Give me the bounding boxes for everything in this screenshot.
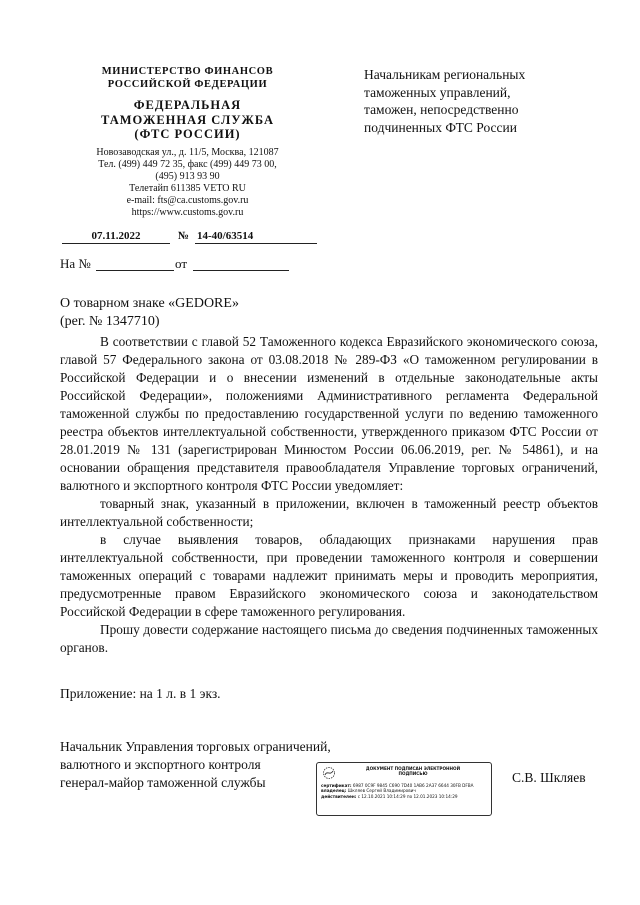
reference-date-blank [193,270,289,271]
signature-emblem-icon [321,766,337,780]
phone-line: (495) 913 93 90 [155,171,220,182]
ministry-name [60,66,315,91]
ministry-line: МИНИСТЕРСТВО ФИНАНСОВ [101,66,274,77]
signer-name: С.В. Шкляев [512,770,586,785]
service-name [60,98,315,142]
reference-number-blank [96,270,174,271]
stamp-valid-label: действителен: [321,793,357,799]
subject-line: О товарном знаке «GEDORE» [60,296,239,311]
addressee-line: подчиненных ФТС России [364,119,517,135]
stamp-cert-label: сертификат: [321,783,352,788]
e-signature-stamp [316,762,492,816]
reference-date-label: от [175,256,188,271]
service-line: ТАМОЖЕННАЯ СЛУЖБА [101,112,274,127]
addressee-line: таможен, непосредственно [364,102,519,117]
stamp-title-line: ПОДПИСЬЮ [398,771,428,777]
reference-number-label: На № [60,256,91,271]
document-number: 14-40/63514 [195,230,317,244]
stamp-valid-value: с 12.10.2021 10:14:29 по 12.01.2023 10:14:29 [357,793,458,799]
stamp-title-line: ДОКУМЕНТ ПОДПИСАН ЭЛЕКТРОННОЙ [365,766,461,771]
number-label: № [178,230,190,242]
addressee-line: таможенных управлений, [364,84,511,100]
subject [60,295,239,331]
body-paragraph: Прошу довести содержание настоящего письма до сведения подчиненных таможенных органов. [60,622,598,655]
body-paragraph: в случае выявления товаров, обладающих признаками нарушения прав интеллектуальной собственности, при проведении таможенного контроля и совершении таможенных операций с товарами надлежит принимать меры и проводить мероприятия, предусмотренные правом Евразийского экономического союза и законодательством Российской Федерации в сфере таможенного регулирования. [60,532,598,619]
website-line: https://www.customs.gov.ru [131,207,244,218]
signer-position-line: валютного и экспортного контроля [60,757,261,772]
service-line: (ФТС РОССИИ) [134,127,241,141]
address-line: Новозаводская ул., д. 11/5, Москва, 121087 [96,147,279,158]
addressee-line: Начальникам региональных [364,67,526,82]
signer-position-line: Начальник Управления торговых ограничений, [60,739,331,754]
stamp-details [321,783,487,799]
email-line: e-mail: fts@ca.customs.gov.ru [126,195,249,206]
stamp-cert-value: 6987 0C9F 9845 C690 7D40 1AB6 2A37 6644 30FB DFBA [352,783,474,788]
stamp-title [341,766,485,777]
stamp-owner-value: Шкляев Сергей Владимирович [347,788,416,794]
document-date: 07.11.2022 [62,230,170,244]
ministry-line: РОССИЙСКОЙ ФЕДЕРАЦИИ [107,78,268,90]
stamp-owner-label: владелец: [321,788,347,794]
signer-position-line: генерал-майор таможенной службы [60,775,266,790]
phone-line: Тел. (499) 449 72 35, факс (499) 449 73 00, [98,159,277,170]
teletype-line: Телетайп 611385 VETO RU [129,183,246,194]
body-paragraph: товарный знак, указанный в приложении, включен в таможенный реестр объектов интеллектуальной собственности; [60,496,598,529]
letter-body [60,333,598,657]
signer-position [60,738,360,792]
contact-block [60,147,315,219]
subject-line: (рег. № 1347710) [60,314,160,329]
body-paragraph: В соответствии с главой 52 Таможенного кодекса Евразийского экономического союза, главой 57 Федерального закона от 03.08.2018 № 289-ФЗ «О таможенном регулировании в Российской Федерации и о внесении изменений в отдельные законодательные акты Российской Федерации», положениями Административного регламента Федеральной таможенной службы по предоставлению государственной услуги по ведению таможенного реестра объектов интеллектуальной собственности, утвержденного приказом ФТС России от 28.01.2019 № 131 (зарегистрирован Минюстом России 06.06.2019, рег. № 54861), и на основании обращения представителя правообладателя Управление торговых ограничений, валютного и экспортного контроля ФТС России уведомляет: [60,334,598,493]
attachment-note: Приложение: на 1 л. в 1 экз. [60,686,221,701]
addressee [364,66,594,136]
service-line: ФЕДЕРАЛЬНАЯ [133,98,242,112]
stamp-valid-row [321,794,487,799]
